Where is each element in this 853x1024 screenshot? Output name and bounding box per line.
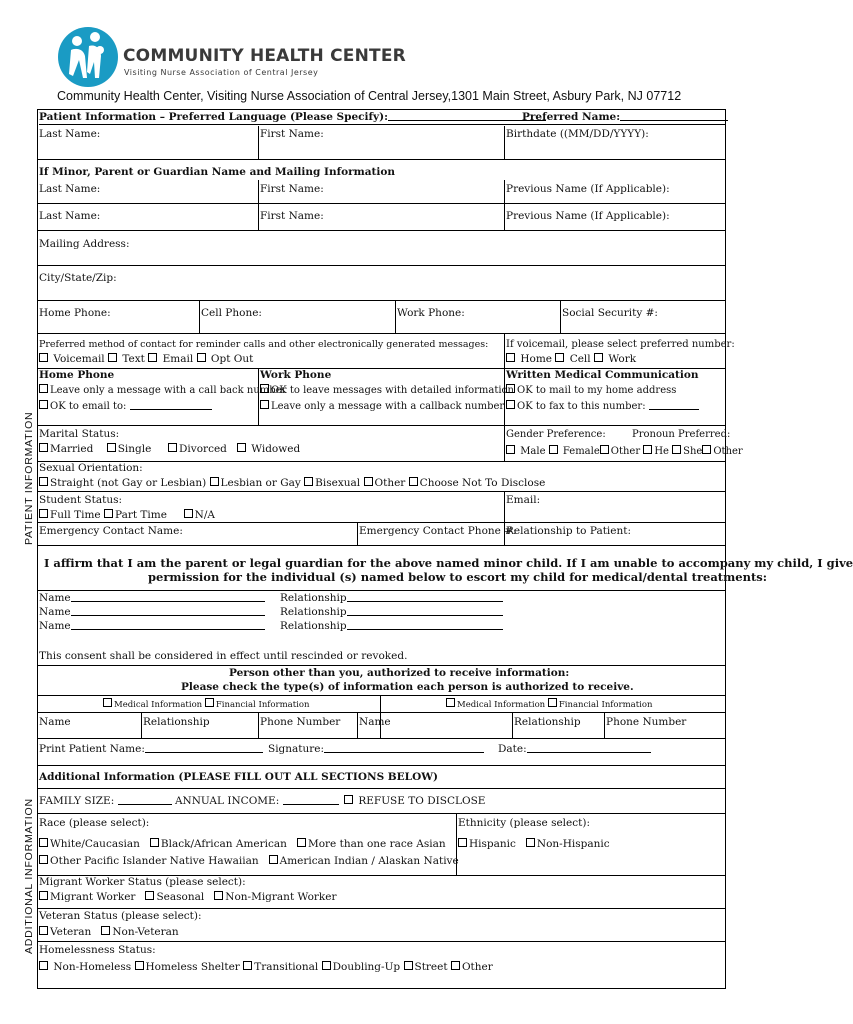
auth-name-field-1[interactable]: Name (39, 716, 71, 728)
patient-first-name-field[interactable]: First Name: (260, 128, 324, 140)
pronoun-he-checkbox[interactable]: He (643, 446, 669, 457)
veteran-options (39, 926, 179, 939)
auth-phone-field-2[interactable]: Phone Number (606, 716, 687, 728)
auth-info-types-left (103, 698, 309, 712)
ethnicity-hispanic-checkbox[interactable]: Hispanic (458, 838, 516, 850)
auth-name-field-2[interactable]: Name (359, 716, 391, 728)
home-opt-callback[interactable]: Leave only a message with a call back number (39, 384, 286, 397)
escort-name-3[interactable]: Name (39, 620, 265, 633)
orientation-label: Sexual Orientation: (39, 462, 143, 474)
voicemail-home-checkbox[interactable]: Home (506, 353, 552, 365)
race-multi-asian-checkbox[interactable]: More than one race Asian (297, 838, 446, 850)
city-state-zip-field[interactable]: City/State/Zip: (39, 272, 117, 284)
migrant-seasonal-checkbox[interactable]: Seasonal (145, 891, 204, 903)
non-homeless-checkbox[interactable]: Non-Homeless (39, 961, 131, 973)
escort-relationship-1[interactable]: Relationship (280, 592, 503, 605)
emergency-contact-phone-field[interactable]: Emergency Contact Phone #: (359, 525, 517, 537)
guardian-heading: If Minor, Parent or Guardian Name and Mailing Information (39, 166, 396, 178)
date-field[interactable]: Date: (498, 743, 651, 756)
org-address: Community Health Center, Visiting Nurse Association of Central Jersey,1301 Main Street, Asbury Park, NJ 07712 (57, 89, 682, 103)
annual-income-field[interactable]: ANNUAL INCOME: (175, 795, 339, 807)
ssn-field[interactable]: Social Security #: (562, 307, 658, 319)
orientation-other-checkbox[interactable]: Other (364, 477, 406, 489)
ethnicity-label: Ethnicity (please select): (458, 817, 590, 829)
print-patient-name-field[interactable]: Print Patient Name: (39, 743, 263, 756)
pronoun-preferred-label: Pronoun Preferred: (632, 429, 731, 440)
orientation-options (39, 477, 545, 490)
gender-preference-label: Gender Preference: (506, 429, 606, 440)
work-phone-title: Work Phone (260, 369, 332, 381)
widowed-checkbox[interactable]: Widowed (237, 443, 300, 455)
auth-relationship-field-1[interactable]: Relationship (143, 716, 210, 728)
auth-financial-right-checkbox[interactable]: Financial Information (548, 700, 653, 710)
transitional-checkbox[interactable]: Transitional (243, 961, 318, 973)
org-logo (57, 26, 119, 88)
doubling-up-checkbox[interactable]: Doubling-Up (322, 961, 401, 973)
relationship-to-patient-field[interactable]: Relationship to Patient: (506, 525, 632, 537)
mailing-address-field[interactable]: Mailing Address: (39, 238, 130, 250)
veteran-checkbox[interactable]: Veteran (39, 926, 91, 938)
race-white-checkbox[interactable]: White/Caucasian (39, 838, 140, 850)
patient-last-name-field[interactable]: Last Name: (39, 128, 101, 140)
orientation-straight-checkbox[interactable]: Straight (not Gay or Lesbian) (39, 477, 206, 489)
race-options-row-2 (39, 855, 459, 868)
homeless-label: Homelessness Status: (39, 944, 156, 956)
opt-out-checkbox[interactable]: Opt Out (197, 353, 254, 365)
home-phone-field[interactable]: Home Phone: (39, 307, 111, 319)
homeless-options (39, 961, 493, 974)
street-checkbox[interactable]: Street (404, 961, 448, 973)
affirm-line-1: I affirm that I am the parent or legal guardian for the above named minor child. If I am unable to accompany my child, I give (44, 556, 853, 570)
guardian-last-name-field-1[interactable]: Last Name: (39, 183, 101, 195)
student-part-time-checkbox[interactable]: Part Time (104, 509, 167, 521)
additional-info-heading: Additional Information (PLEASE FILL OUT ALL SECTIONS BELOW) (39, 771, 438, 783)
race-black-checkbox[interactable]: Black/African American (150, 838, 287, 850)
student-status-label: Student Status: (39, 494, 123, 506)
consent-statement: This consent shall be considered in effect until rescinded or revoked. (39, 650, 408, 662)
preferred-name-field[interactable]: Preferred Name: (522, 111, 728, 124)
migrant-options (39, 891, 337, 904)
authorized-title-2: Please check the type(s) of information each person is authorized to receive. (181, 681, 634, 693)
signature-field[interactable]: Signature: (268, 743, 484, 756)
migrant-label: Migrant Worker Status (please select): (39, 876, 246, 888)
non-veteran-checkbox[interactable]: Non-Veteran (101, 926, 178, 938)
contact-method-options (39, 353, 253, 366)
voicemail-cell-checkbox[interactable]: Cell (555, 353, 590, 365)
veteran-label: Veteran Status (please select): (39, 910, 202, 922)
homeless-other-checkbox[interactable]: Other (451, 961, 493, 973)
auth-medical-right-checkbox[interactable]: Medical Information (446, 700, 545, 710)
auth-financial-left-checkbox[interactable]: Financial Information (205, 700, 310, 710)
work-opt-detailed[interactable]: OK to leave messages with detailed information (260, 384, 514, 397)
student-na-checkbox[interactable]: N/A (184, 509, 215, 521)
text-checkbox[interactable]: Text (108, 353, 145, 365)
gender-male-checkbox[interactable]: Male (506, 446, 546, 457)
orientation-bisexual-checkbox[interactable]: Bisexual (304, 477, 360, 489)
guardian-previous-name-field-2[interactable]: Previous Name (If Applicable): (506, 210, 670, 222)
guardian-last-name-field-2[interactable]: Last Name: (39, 210, 101, 222)
written-opt-fax[interactable]: OK to fax to this number: (506, 400, 699, 413)
ethnicity-options (458, 838, 610, 851)
marital-status-label: Marital Status: (39, 428, 120, 440)
orientation-no-disclose-checkbox[interactable]: Choose Not To Disclose (409, 477, 546, 489)
authorized-title-1: Person other than you, authorized to receive information: (229, 667, 570, 679)
auth-info-types-right (446, 698, 652, 712)
escort-name-2[interactable]: Name (39, 606, 265, 619)
ethnicity-non-hispanic-checkbox[interactable]: Non-Hispanic (526, 838, 610, 850)
side-label-additional: ADDITIONAL INFORMATION (23, 798, 35, 954)
migrant-worker-checkbox[interactable]: Migrant Worker (39, 891, 135, 903)
voicemail-number-label: If voicemail, please select preferred number: (506, 339, 735, 350)
voicemail-number-options (506, 353, 636, 366)
home-phone-title: Home Phone (39, 369, 115, 381)
gender-female-checkbox[interactable]: Female (549, 446, 600, 457)
voicemail-checkbox[interactable]: Voicemail (39, 353, 105, 365)
home-opt-email[interactable]: OK to email to: (39, 400, 212, 413)
migrant-non-migrant-checkbox[interactable]: Non-Migrant Worker (214, 891, 336, 903)
family-income-row (39, 795, 339, 808)
single-checkbox[interactable]: Single (107, 443, 152, 455)
work-opt-callback[interactable]: Leave only a message with a callback number (260, 400, 504, 413)
refuse-disclose-checkbox[interactable]: REFUSE TO DISCLOSE (344, 795, 485, 808)
auth-relationship-field-2[interactable]: Relationship (514, 716, 581, 728)
org-subtitle: Visiting Nurse Association of Central Jersey (124, 68, 319, 77)
side-label-patient: PATIENT INFORMATION (23, 411, 35, 545)
gender-pronoun-options (506, 445, 743, 458)
pronoun-she-checkbox[interactable]: She (672, 446, 702, 457)
email-field[interactable]: Email: (506, 494, 541, 506)
cell-phone-field[interactable]: Cell Phone: (201, 307, 262, 319)
student-full-time-checkbox[interactable]: Full Time (39, 509, 101, 521)
student-status-options (39, 509, 215, 522)
written-comm-title: Written Medical Communication (506, 369, 699, 381)
auth-phone-field-1[interactable]: Phone Number (260, 716, 341, 728)
pronoun-other-checkbox[interactable]: Other (702, 446, 742, 457)
divorced-checkbox[interactable]: Divorced (168, 443, 227, 455)
org-name: COMMUNITY HEALTH CENTER (123, 46, 406, 66)
affirm-line-2: permission for the individual (s) named below to escort my child for medical/dental treatments: (148, 570, 768, 584)
birthdate-field[interactable]: Birthdate ((MM/DD/YYYY): (506, 128, 649, 140)
voicemail-work-checkbox[interactable]: Work (594, 353, 636, 365)
guardian-first-name-field-2[interactable]: First Name: (260, 210, 324, 222)
homeless-shelter-checkbox[interactable]: Homeless Shelter (135, 961, 240, 973)
race-label: Race (please select): (39, 817, 150, 829)
guardian-previous-name-field-1[interactable]: Previous Name (If Applicable): (506, 183, 670, 195)
auth-medical-left-checkbox[interactable]: Medical Information (103, 700, 202, 710)
work-phone-field[interactable]: Work Phone: (397, 307, 465, 319)
contact-method-label: Preferred method of contact for reminder calls and other electronically generated messages: (39, 339, 489, 350)
escort-relationship-2[interactable]: Relationship (280, 606, 503, 619)
emergency-contact-name-field[interactable]: Emergency Contact Name: (39, 525, 183, 537)
written-opt-mail[interactable]: OK to mail to my home address (506, 384, 676, 397)
guardian-first-name-field-1[interactable]: First Name: (260, 183, 324, 195)
patient-info-heading: Patient Information – Preferred Language (Please Specify): (39, 111, 546, 124)
gender-other-checkbox[interactable]: Other (600, 446, 640, 457)
marital-status-options (39, 443, 300, 456)
orientation-lesbian-gay-checkbox[interactable]: Lesbian or Gay (210, 477, 301, 489)
escort-name-1[interactable]: Name (39, 592, 265, 605)
race-pacific-islander-checkbox[interactable]: Other Pacific Islander Native Hawaiian (39, 855, 259, 867)
escort-relationship-3[interactable]: Relationship (280, 620, 503, 633)
family-size-field[interactable]: FAMILY SIZE: (39, 795, 172, 807)
email-checkbox[interactable]: Email (148, 353, 193, 365)
race-options-row-1 (39, 838, 446, 851)
race-american-indian-checkbox[interactable]: American Indian / Alaskan Native (269, 855, 459, 867)
married-checkbox[interactable]: Married (39, 443, 93, 455)
